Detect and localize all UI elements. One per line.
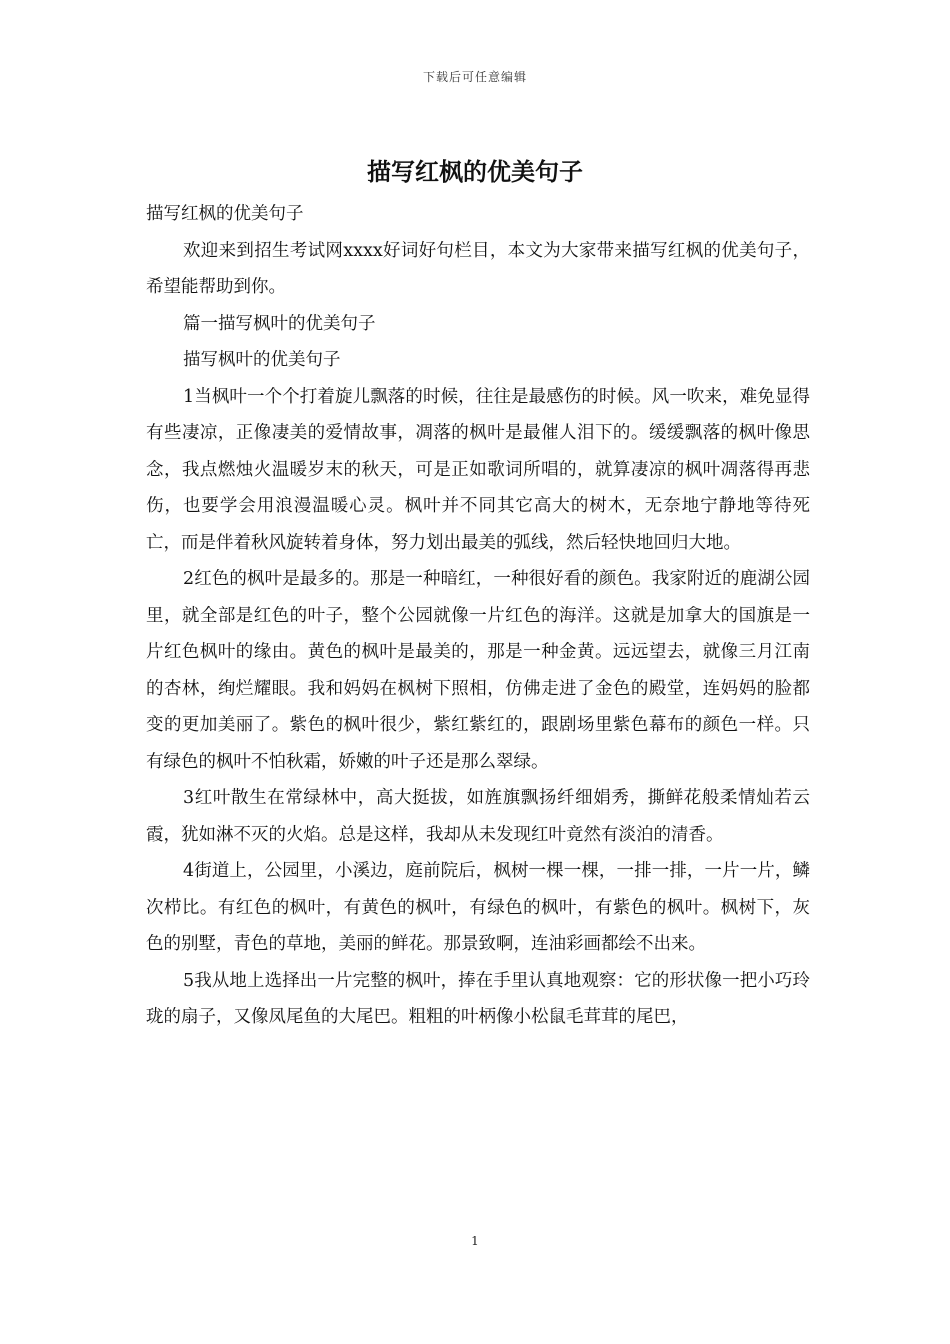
header-note: 下载后可任意编辑 — [422, 70, 527, 84]
document-title: 描写红枫的优美句子 — [367, 158, 583, 186]
paragraph-2: 2红色的枫叶是最多的。那是一种暗红，一种很好看的颜色。我家附近的鹿湖公园里，就全部是红色的叶子，整个公园就像一片红色的海洋。这就是加拿大的国旗是一片红色枫叶的缘由。黄色的枫叶是最美的，那是一种金黄。远远望去，就像三月江南的杏林，绚烂耀眼。我和妈妈在枫树下照相，仿佛走进了金色的殿堂，连妈妈的脸都变的更加美丽了。紫色的枫叶很少，紫红紫红的，跟剧场里紫色幕布的颜色一样。只有绿色的枫叶不怕秋霜，娇嫩的叶子还是那么翠绿。 — [146, 569, 810, 772]
paragraph-1: 1当枫叶一个个打着旋儿飘落的时候，往往是最感伤的时候。风一吹来，难免显得有些凄凉，正像凄美的爱情故事，凋落的枫叶是最催人泪下的。缓缓飘落的枫叶像思念，我点燃烛火温暖岁末的秋天，可是正如歌词所唱的，就算凄凉的枫叶凋落得再悲伤，也要学会用浪漫温暖心灵。枫叶并不同其它高大的树木，无奈地宁静地等待死亡，而是伴着秋风旋转着身体，努力划出最美的弧线，然后轻快地回归大地。 — [146, 386, 810, 553]
section-subheading: 描写枫叶的优美句子 — [183, 350, 341, 370]
document-subtitle: 描写红枫的优美句子 — [146, 204, 304, 224]
section-heading: 篇一描写枫叶的优美句子 — [183, 313, 376, 334]
paragraph-intro: 欢迎来到招生考试网xxxx好词好句栏目，本文为大家带来描写红枫的优美句子，希望能帮助到你。 — [146, 240, 810, 297]
paragraph-4: 4街道上，公园里，小溪边，庭前院后，枫树一棵一棵，一排一排，一片一片，鳞次栉比。有红色的枫叶，有黄色的枫叶，有绿色的枫叶，有紫色的枫叶。枫树下，灰色的别墅，青色的草地，美丽的鲜花。那景致啊，连油彩画都绘不出来。 — [146, 861, 810, 954]
document-body — [146, 196, 810, 1036]
paragraph-3: 3红叶散生在常绿林中，高大挺拔，如旌旗飘扬纤细娟秀，撕鲜花般柔情灿若云霞，犹如淋不灭的火焰。总是这样，我却从未发现红叶竟然有淡泊的清香。 — [146, 788, 810, 845]
paragraph-5: 5我从地上选择出一片完整的枫叶，捧在手里认真地观察：它的形状像一把小巧玲珑的扇子，又像凤尾鱼的大尾巴。粗粗的叶柄像小松鼠毛茸茸的尾巴， — [146, 970, 810, 1027]
page-number: 1 — [471, 1234, 479, 1248]
